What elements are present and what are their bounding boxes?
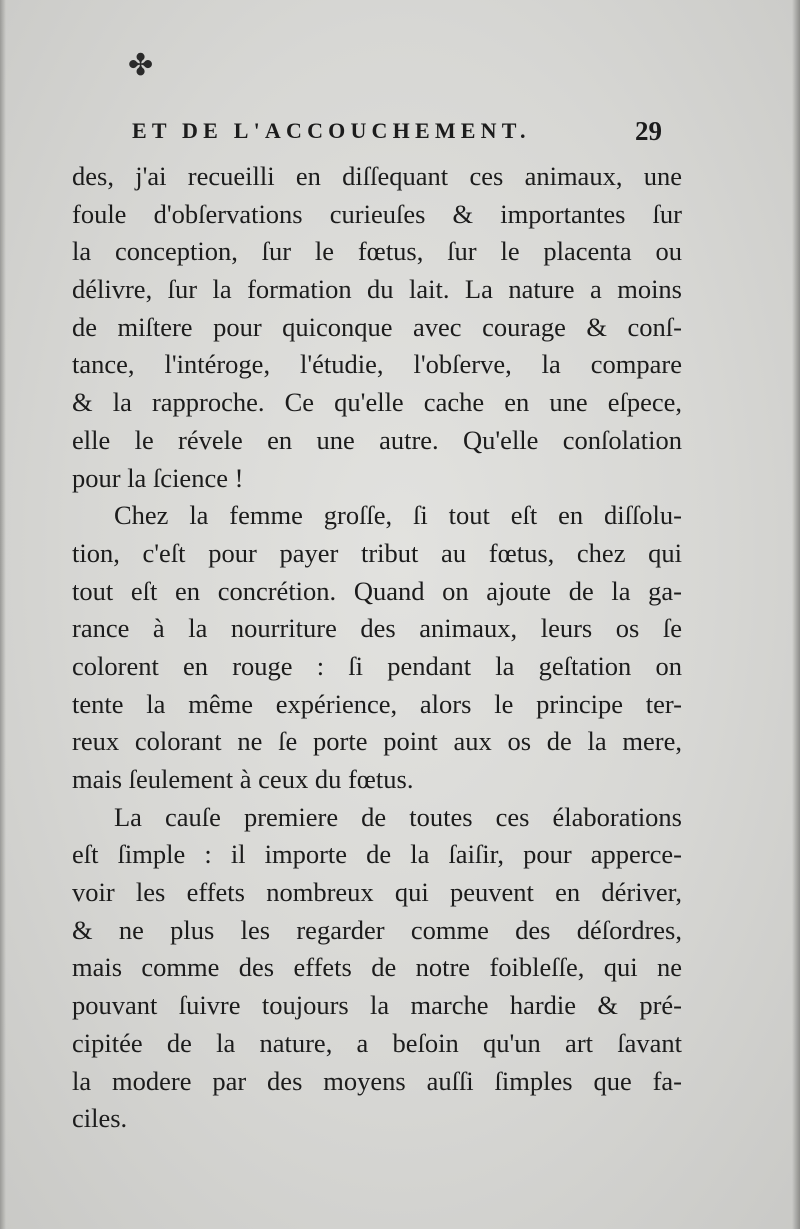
text-line: colorent en rouge : ſi pendant la geſtation on: [72, 650, 682, 681]
printer-ornament-icon: ✤: [128, 48, 154, 83]
text-line: tance, l'intéroge, l'étudie, l'obſerve, la compare: [72, 349, 682, 380]
text-line: pour la ſcience !: [72, 462, 244, 493]
text-line: eſt ſimple : il importe de la ſaiſir, pour apperce-: [72, 839, 682, 870]
page-number: 29: [635, 116, 662, 146]
text-line: Chez la femme groſſe, ſi tout eſt en diſſolu-: [114, 500, 682, 531]
text-line: elle le révele en une autre. Qu'elle conſolation: [72, 424, 682, 455]
text-line: tente la même expérience, alors le principe ter-: [72, 688, 682, 719]
page-left-edge-shadow: [0, 0, 6, 1229]
text-line: cipitée de la nature, a beſoin qu'un art ſavant: [72, 1027, 682, 1058]
text-line: & ne plus les regarder comme des déſordres,: [72, 914, 682, 945]
text-line: la conception, ſur le fœtus, ſur le placenta ou: [72, 236, 682, 267]
running-title: ET DE L'ACCOUCHEMENT.: [132, 118, 531, 143]
body-text: [72, 158, 682, 1138]
text-line: des, j'ai recueilli en diſſequant ces animaux, une: [72, 161, 682, 191]
text-line: La cauſe premiere de toutes ces élaborations: [114, 801, 682, 832]
text-line: tout eſt en concrétion. Quand on ajoute de la ga-: [72, 575, 682, 606]
text-line: voir les effets nombreux qui peuvent en dériver,: [72, 877, 682, 908]
text-line: rance à la nourriture des animaux, leurs os ſe: [72, 613, 682, 644]
paragraph: [72, 158, 682, 497]
text-line: tion, c'eſt pour payer tribut au fœtus, chez qui: [72, 537, 682, 568]
text-line: pouvant ſuivre toujours la marche hardie & pré-: [72, 990, 682, 1021]
text-line: la modere par des moyens auſſi ſimples que fa-: [72, 1065, 682, 1096]
text-line: mais ſeulement à ceux du fœtus.: [72, 764, 414, 794]
text-line: mais comme des effets de notre foibleſſe, qui ne: [72, 952, 682, 983]
text-line: de miſtere pour quiconque avec courage & conſ-: [72, 311, 682, 342]
paragraph: [72, 497, 682, 799]
paragraph: [72, 799, 682, 1138]
page-header: [132, 118, 662, 154]
text-line: ciles.: [72, 1103, 128, 1134]
text-line: délivre, ſur la formation du lait. La nature a moins: [72, 274, 682, 305]
text-line: & la rapproche. Ce qu'elle cache en une eſpece,: [72, 387, 682, 418]
page-right-edge-shadow: [792, 0, 800, 1229]
text-line: foule d'obſervations curieuſes & importantes ſur: [72, 198, 682, 229]
text-line: reux colorant ne ſe porte point aux os de la mere,: [72, 726, 682, 757]
